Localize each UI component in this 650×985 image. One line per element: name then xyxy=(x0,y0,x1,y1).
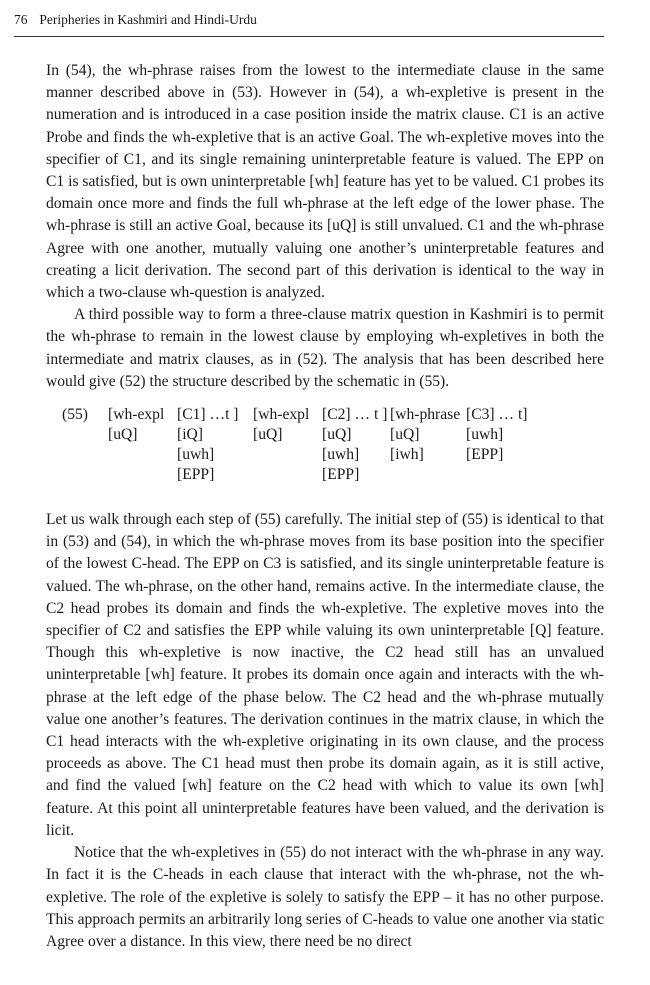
example-cell: [C1] …t ] xyxy=(177,406,239,424)
example-feature: [uQ] xyxy=(322,426,352,444)
example-cell: [wh-expl xyxy=(253,406,310,424)
example-feature: [uQ] xyxy=(390,426,420,444)
example-feature: [uwh] xyxy=(322,446,360,464)
page-number: 76 xyxy=(14,12,28,27)
running-title: Peripheries in Kashmiri and Hindi-Urdu xyxy=(39,12,257,27)
body-text xyxy=(46,60,604,953)
example-number: (55) xyxy=(62,406,88,424)
example-feature: [EPP] xyxy=(177,466,215,484)
example-feature: [EPP] xyxy=(466,446,504,464)
paragraph-4: Notice that the wh-expletives in (55) do not interact with the wh-phrase in any way. In fact it is the C-heads in each clause that interact with the wh-phrase, not the wh-expletive. The role of the expletive is solely to satisfy the EPP – it has no other purpose. This approach permits an arbitrarily long series of C-heads to value one another via static Agree over a distance. In this view, there need be no direct xyxy=(46,844,604,950)
example-cell: [wh-expl xyxy=(108,406,165,424)
example-feature: [uwh] xyxy=(466,426,504,444)
paragraph-1: In (54), the wh-phrase raises from the lowest to the intermediate clause in the same manner described above in (53). However in (54), a wh-expletive is present in the numeration and is introduced in a case position inside the matrix clause. C1 is an active Probe and finds the wh-expletive that is an active Goal. The wh-expletive moves into the specifier of C1, and its single remaining uninterpretable feature is valued. The EPP on C1 is satisfied, but is own uninterpretable [wh] feature has yet to be valued. C1 probes its domain once more and finds the full wh-phrase at the left edge of the lower phase. The wh-phrase is still an active Goal, because its [uQ] is still unvalued. C1 and the wh-phrase Agree with one another, mutually valuing one another’s uninterpretable features and creating a licit derivation. The second part of this derivation is identical to the way in which a two-clause wh-question is analyzed. xyxy=(46,62,604,302)
paragraph-2: A third possible way to form a three-clause matrix question in Kashmiri is to permit the wh-phrase to remain in the lowest clause by employing wh-expletives in both the intermediate and matrix clauses, as in (52). The analysis that has been described here would give (52) the structure described by the schematic in (55). xyxy=(46,306,604,390)
example-feature: [iQ] xyxy=(177,426,203,444)
example-cell: [wh-phrase xyxy=(390,406,461,424)
example-feature: [iwh] xyxy=(390,446,424,464)
example-feature: [uQ] xyxy=(108,426,138,444)
example-cell: [C2] … t ] xyxy=(322,406,388,424)
example-55 xyxy=(46,405,604,497)
example-feature: [EPP] xyxy=(322,466,360,484)
running-header xyxy=(14,10,604,37)
example-feature: [uwh] xyxy=(177,446,215,464)
example-feature: [uQ] xyxy=(253,426,283,444)
example-cell: [C3] … t] xyxy=(466,406,528,424)
paragraph-3: Let us walk through each step of (55) carefully. The initial step of (55) is identical to that in (53) and (54), in which the wh-phrase moves from its base position into the specifier of the lowest C-head. The EPP on C3 is satisfied, and its single uninterpretable feature is valued. The wh-phrase, on the other hand, remains active. In the intermediate clause, the C2 head probes its domain and finds the wh-expletive. The expletive moves into the specifier of C2 and satisfies the EPP while valuing its own uninterpretable [Q] feature. Though this wh-expletive is now inactive, the C2 head still has an unvalued uninterpretable [wh] feature. It probes its domain once again and interacts with the wh-phrase at the left edge of the phase below. The C2 head and the wh-phrase mutually value one another’s features. The derivation continues in the matrix clause, in which the C1 head interacts with the wh-expletive originating in its own clause, and the process proceeds as above. The C1 head must then probe its domain again, as it is still active, and find the valued [wh] feature on the C2 head with which to value its own [wh] feature. At this point all uninterpretable features have been valued, and the derivation is licit. xyxy=(46,511,604,839)
